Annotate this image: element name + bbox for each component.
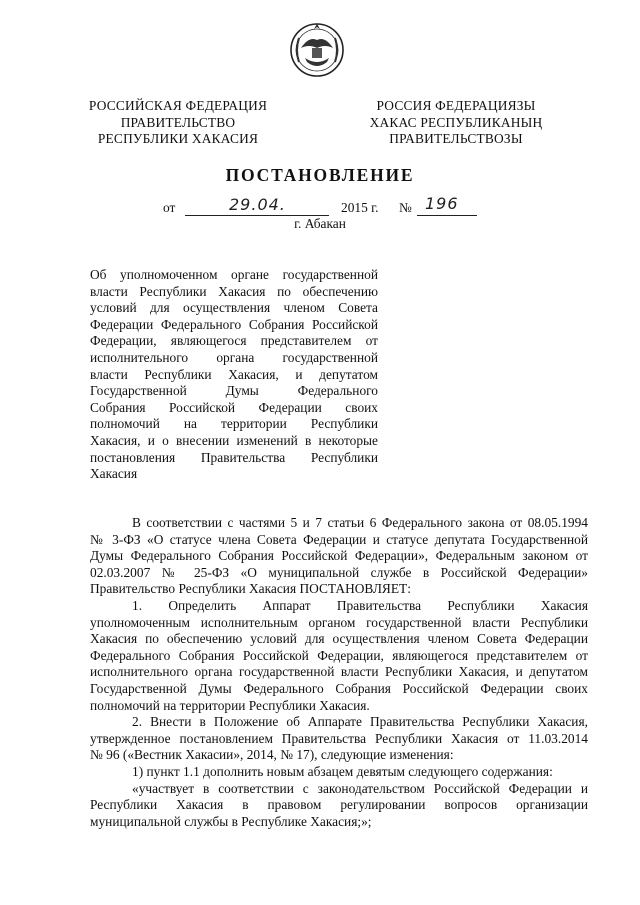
subject-line: власти Республики Хакасия, и депутатом xyxy=(90,366,378,382)
number-label: № xyxy=(399,200,412,215)
body-line: В соответствии с частями 5 и 7 статьи 6 Федерального закона от 08.05.1994 xyxy=(132,515,588,530)
body-line: уполномоченным исполнительным органом государственной власти Республики xyxy=(90,614,588,630)
subject-line: постановления Правительства Республики xyxy=(90,449,378,465)
header-right-line: ХАКАС РЕСПУБЛИКАНЫҢ xyxy=(369,114,543,130)
body-line: Думы Федерального Собрания Российской Федерации», Федеральным законом от xyxy=(90,548,588,564)
subject-line: Собрания Российской Федерации своих xyxy=(90,399,378,415)
date-year: 2015 г. xyxy=(341,200,379,215)
body-line: 1. Определить Аппарат Правительства Республики Хакасия xyxy=(132,597,588,613)
body-line: Республики Хакасия в правовом регулировании вопросов организации xyxy=(90,797,588,813)
subject-line: Государственной Думы Федерального xyxy=(90,383,378,399)
body-line: исполнительного органа государственной власти Республики Хакасия, и депутатом xyxy=(90,664,588,680)
city-line: г. Абакан xyxy=(294,216,346,231)
body-line: Хакасия по обеспечению условий для осуществления членом Совета Федерации xyxy=(90,631,588,647)
subject-line: полномочий на территории Республики xyxy=(90,416,378,432)
body-line: «участвует в соответствии с законодательством Российской Федерации и xyxy=(132,780,588,796)
body-line: Государственной Думы Федерального Собрания Российской Федерации своих xyxy=(90,680,588,696)
subject-line: Об уполномоченном органе государственной xyxy=(90,267,378,282)
body-line: № 3-ФЗ «О статусе члена Совета Федерации и статусе депутата Государственной xyxy=(90,531,588,547)
body-line: Правительство Республики Хакасия ПОСТАНОВЛЯЕТ: xyxy=(90,581,411,597)
body-line: № 96 («Вестник Хакасии», 2014, № 17), следующие изменения: xyxy=(90,747,454,763)
header-right-line: РОССИЯ ФЕДЕРАЦИЯЗЫ xyxy=(376,98,536,113)
subject-line: Федерации, являющегося представителем от xyxy=(90,333,378,349)
date-prefix: от xyxy=(163,200,176,215)
body-line: муниципальной службы в Республике Хакасия;»; xyxy=(90,813,372,829)
subject-line: исполнительного органа государственной xyxy=(90,349,378,365)
subject-block xyxy=(90,267,378,483)
body-line: Федерального Собрания Российской Федерации, являющегося представителем от xyxy=(90,647,588,663)
body-text xyxy=(90,515,588,830)
header-right-line: ПРАВИТЕЛЬСТВОЗЫ xyxy=(389,131,523,146)
coat-of-arms-emblem xyxy=(289,18,345,78)
subject-line: Федерации Федерального Собрания Российской xyxy=(90,316,378,332)
header-right xyxy=(358,98,554,148)
number-handwritten: 196 xyxy=(425,194,459,213)
header-left-line: ПРАВИТЕЛЬСТВО xyxy=(120,114,236,130)
header-left-line: РОССИЙСКАЯ ФЕДЕРАЦИЯ xyxy=(88,98,268,113)
subject-line: Хакасия xyxy=(90,466,138,482)
body-line: 1) пункт 1.1 дополнить новым абзацем девятым следующего содержания: xyxy=(132,763,553,779)
subject-line: условий для осуществления членом Совета xyxy=(90,300,378,316)
subject-line: Хакасия, и о внесении изменений в некоторые xyxy=(90,432,378,448)
body-line: полномочий на территории Республики Хакасия. xyxy=(90,697,370,713)
date-handwritten: 29.04. xyxy=(229,195,286,214)
subject-line: власти Республики Хакасия по обеспечению xyxy=(90,283,378,299)
body-line: 02.03.2007 № 25-ФЗ «О муниципальной службе в Российской Федерации» xyxy=(90,564,588,580)
document-title: ПОСТАНОВЛЕНИЕ xyxy=(225,165,415,185)
header-left xyxy=(80,98,276,148)
header-left-line: РЕСПУБЛИКИ ХАКАСИЯ xyxy=(97,131,259,146)
body-line: 2. Внести в Положение об Аппарате Правительства Республики Хакасия, xyxy=(132,714,588,730)
body-line: утвержденное постановлением Правительства Республики Хакасия от 11.03.2014 xyxy=(90,730,588,746)
